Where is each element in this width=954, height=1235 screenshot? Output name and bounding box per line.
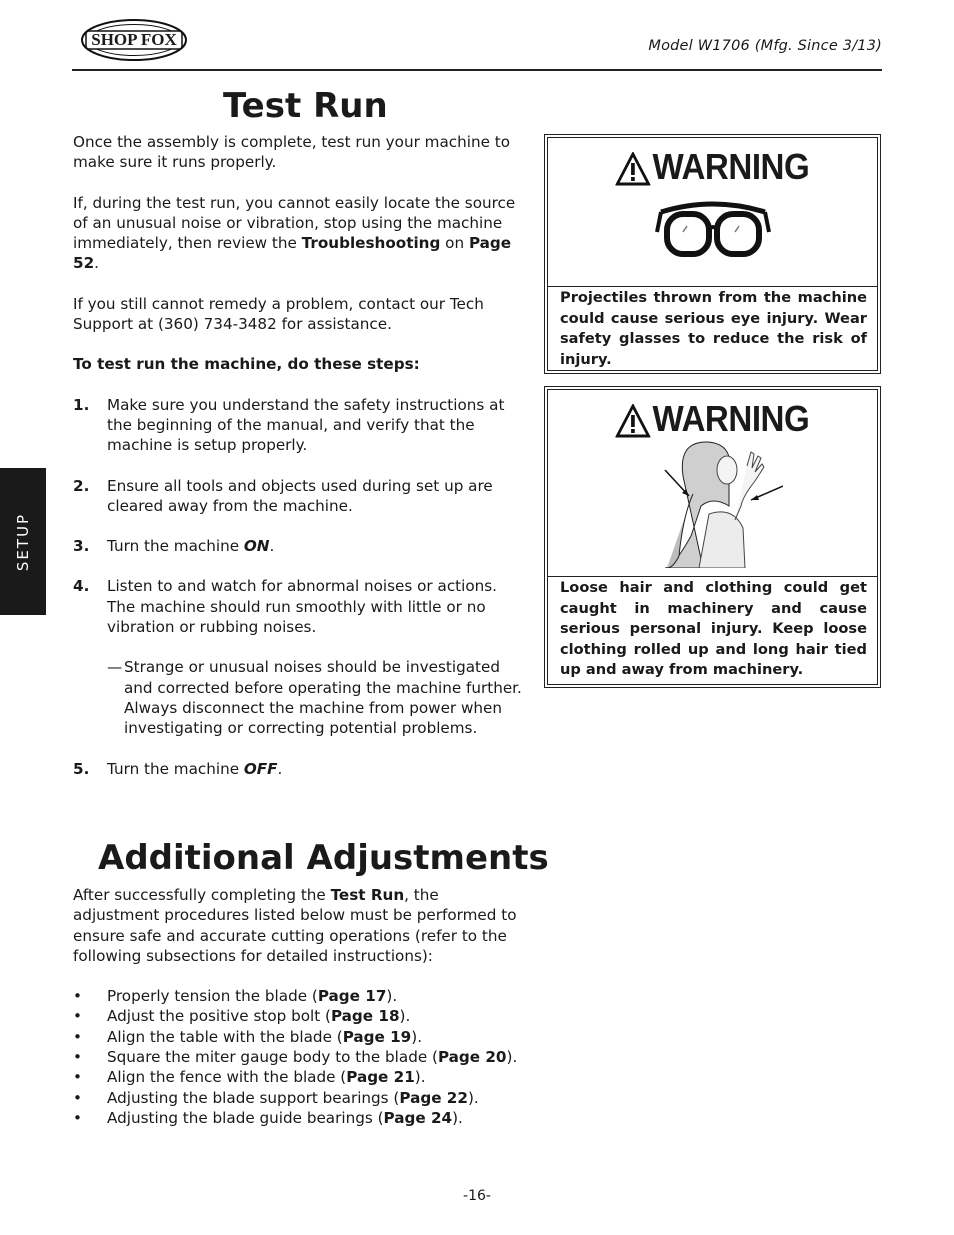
warning-hair-text: Loose hair and clothing could get caught in machinery and cause serious personal injury. Keep loose clothing rolled up and long hair tied up and away from machinery. xyxy=(548,576,877,681)
tech-support-paragraph: If you still cannot remedy a problem, contact our Tech Support at (360) 734-3482 for assistance. xyxy=(73,294,484,334)
loose-hair-clothing-icon xyxy=(548,436,877,572)
additional-adjustments-title: Additional Adjustments xyxy=(98,838,549,878)
step-1: 1. Make sure you understand the safety instructions at the beginning of the manual, and verify that the machine is setup properly. xyxy=(73,395,505,455)
header-rule xyxy=(72,69,882,71)
list-item: • Adjust the positive stop bolt (Page 18). xyxy=(73,1007,411,1026)
warning-eye-protection xyxy=(544,134,881,374)
list-item: • Square the miter gauge body to the blade (Page 20). xyxy=(73,1048,518,1067)
step-5: 5. Turn the machine OFF. xyxy=(73,759,283,778)
setup-tab-label: SETUP xyxy=(14,512,32,571)
safety-glasses-icon xyxy=(548,196,877,280)
warning-title: WARNING xyxy=(561,398,864,440)
step-3: 3. Turn the machine ON. xyxy=(73,537,275,556)
warning-triangle-icon xyxy=(616,404,651,438)
additional-intro: After successfully completing the Test Run, the adjustment procedures listed below must be performed to ensure safe and accurate cutting operations (refer to the following subsections for detailed instructions): xyxy=(73,886,517,965)
step-2: 2. Ensure all tools and objects used during set up are cleared away from the machine. xyxy=(73,476,493,515)
setup-section-tab xyxy=(0,468,46,615)
list-item: • Align the table with the blade (Page 19). xyxy=(73,1027,423,1046)
list-item: • Adjusting the blade support bearings (Page 22). xyxy=(73,1088,479,1107)
logo-text: SHOP FOX xyxy=(91,30,177,49)
adjustment-list xyxy=(73,986,525,1128)
warning-loose-hair xyxy=(544,386,881,688)
additional-adjustments-body xyxy=(73,885,525,1128)
step-4: 4. Listen to and watch for abnormal noises or actions. The machine should run smoothly with little or no vibration or rubbing noises. xyxy=(73,577,497,637)
list-item: • Align the fence with the blade (Page 21). xyxy=(73,1068,426,1087)
model-label: Model W1706 (Mfg. Since 3/13) xyxy=(648,38,882,54)
troubleshooting-paragraph: If, during the test run, you cannot easily locate the source of an unusual noise or vibration, stop using the machine immediately, then review the Troubleshooting on Page 52. xyxy=(73,193,516,273)
list-item: • Adjusting the blade guide bearings (Page 24). xyxy=(73,1108,463,1127)
intro-paragraph: Once the assembly is complete, test run your machine to make sure it runs properly. xyxy=(73,133,510,172)
warning-eye-text: Projectiles thrown from the machine could cause serious eye injury. Wear safety glasses to reduce the risk of injury. xyxy=(548,286,877,370)
test-run-title: Test Run xyxy=(223,86,388,126)
warning-title: WARNING xyxy=(561,146,864,188)
list-item: • Properly tension the blade (Page 17). xyxy=(73,987,398,1006)
warning-triangle-icon xyxy=(616,152,651,186)
page-number: -16- xyxy=(463,1188,491,1204)
shop-fox-logo xyxy=(80,18,188,62)
step-4-note: — Strange or unusual noises should be investigated and corrected before operating the machine further. Always disconnect the machine from power when investigating or correcting potential problems. xyxy=(107,658,522,738)
steps-intro: To test run the machine, do these steps: xyxy=(73,355,420,374)
test-run-body xyxy=(73,132,522,779)
